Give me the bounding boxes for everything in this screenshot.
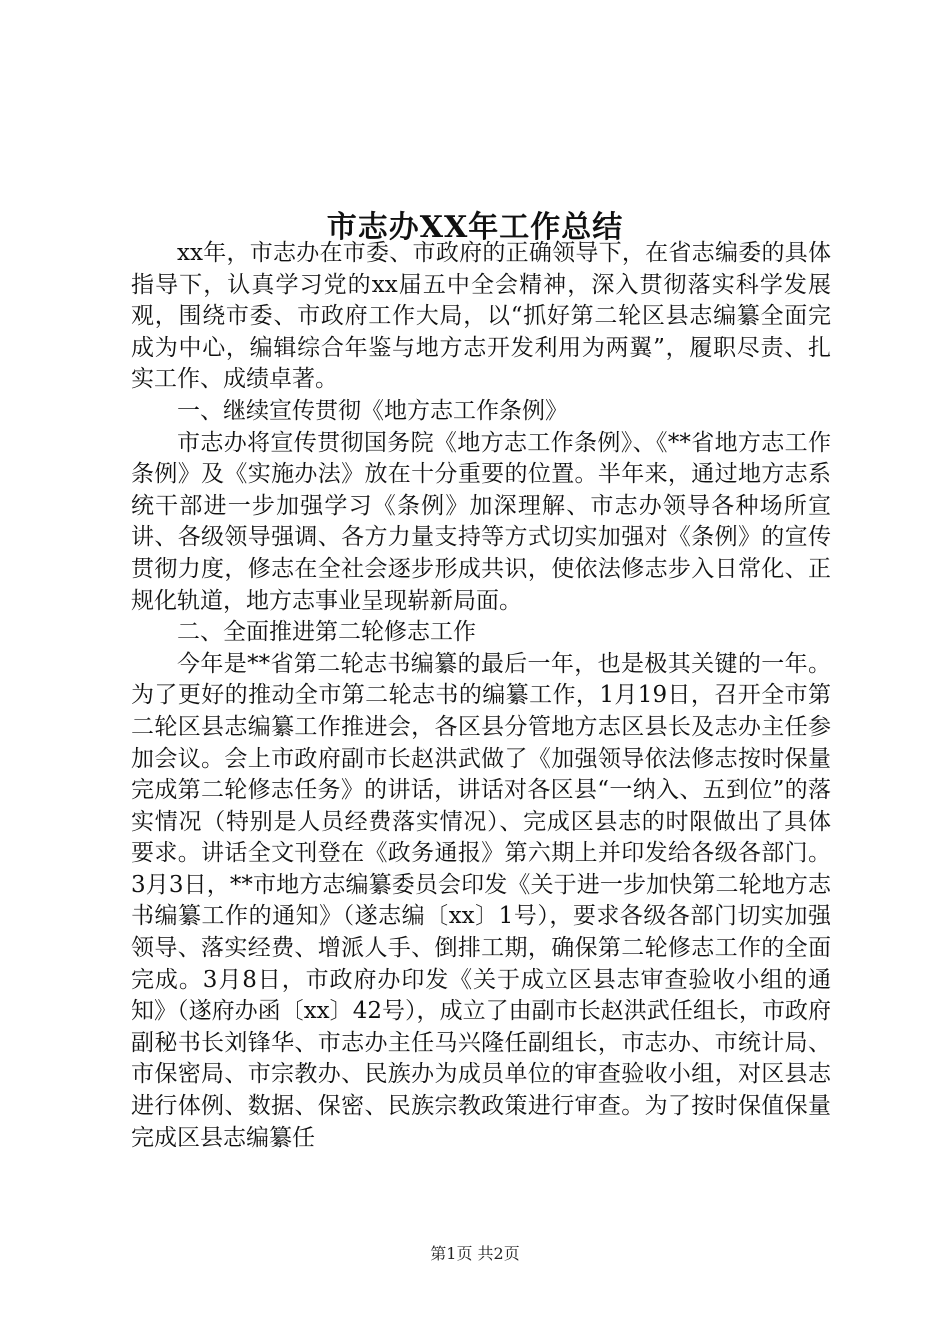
section-heading-2: 二、全面推进第二轮修志工作 (177, 619, 476, 646)
document-body (131, 238, 831, 1154)
page-title: 市志办XX年工作总结 (326, 210, 624, 246)
page-footer: 第1页 共2页 (430, 1244, 520, 1263)
section-heading-1: 一、继续宣传贯彻《地方志工作条例》 (177, 397, 568, 424)
section-2-paragraph: 今年是**省第二轮志书编纂的最后一年，也是极其关键的一年。为了更好的推动全市第二轮志书的编纂工作，1月19日，召开全市第二轮区县志编纂工作推进会，各区县分管地方志区县长及志办主任参加会议。会上市政府副市长赵洪武做了《加强领导依法修志按时保量完成第二轮修志任务》的讲话，讲话对各区县“一纳入、五到位”的落实情况（特别是人员经费落实情况）、完成区县志的时限做出了具体要求。讲话全文刊登在《政务通报》第六期上并印发给各级各部门。3月3日，**市地方志编纂委员会印发《关于进一步加快第二轮地方志书编纂工作的通知》（遂志编〔xx〕1号），要求各级各部门切实加强领导、落实经费、增派人手、倒排工期，确保第二轮修志工作的全面完成。3月8日，市政府办印发《关于成立区县志审查验收小组的通知》（遂府办函〔xx〕42号），成立了由副市长赵洪武任组长，市政府副秘书长刘锋华、市志办主任马兴隆任副组长，市志办、市统计局、市保密局、市宗教办、民族办为成员单位的审查验收小组，对区县志进行体例、数据、保密、民族宗教政策进行审查。为了按时保值保量完成区县志编纂任 (131, 650, 831, 1151)
section-1-paragraph: 市志办将宣传贯彻国务院《地方志工作条例》、《**省地方志工作条例》及《实施办法》放在十分重要的位置。半年来，通过地方志系统干部进一步加强学习《条例》加深理解、市志办领导各种场所宣讲、各级领导强调、各方力量支持等方式切实加强对《条例》的宣传贯彻力度，修志在全社会逐步形成共识，使依法修志步入日常化、正规化轨道，地方志事业呈现崭新局面。 (131, 429, 831, 614)
intro-paragraph: xx年，市志办在市委、市政府的正确领导下，在省志编委的具体指导下，认真学习党的xx届五中全会精神，深入贯彻落实科学发展观，围绕市委、市政府工作大局，以“抓好第二轮区县志编纂全面完成为中心，编辑综合年鉴与地方志开发利用为两翼”，履职尽责、扎实工作、成绩卓著。 (131, 240, 831, 393)
